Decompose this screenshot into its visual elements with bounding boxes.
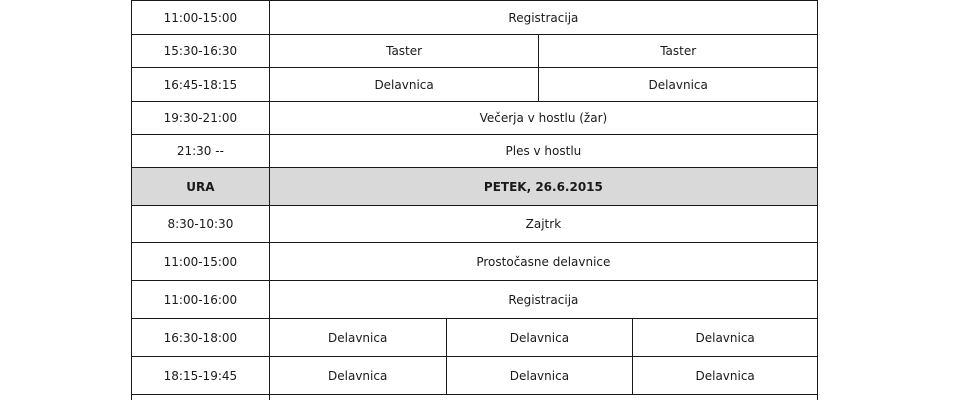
activity-cell: Večerja v hostlu (žar): [270, 102, 818, 134]
header-time-label: URA: [132, 168, 270, 205]
table-row: [131, 318, 818, 356]
table-row: [131, 67, 818, 101]
time-cell: 15:30-16:30: [132, 35, 270, 67]
activity-cell: Prostočasne delavnice: [270, 243, 818, 280]
activity-cell: Delavnica: [270, 357, 447, 394]
activity-cell: Zajtrk: [270, 206, 818, 242]
table-row: [131, 0, 818, 34]
time-cell: 16:30-18:00: [132, 319, 270, 356]
activity-cell: Delavnica: [539, 68, 818, 101]
table-row: [131, 242, 818, 280]
table-row: [131, 280, 818, 318]
time-cell: 21:30 --: [132, 135, 270, 167]
table-row: [131, 34, 818, 67]
activity-cell: Taster: [270, 35, 540, 67]
activity-cell: Delavnica: [447, 319, 634, 356]
time-cell: 11:00-15:00: [132, 243, 270, 280]
table-row: [131, 101, 818, 134]
activity-cell: Delavnica: [633, 319, 818, 356]
day-header-row: [131, 167, 818, 205]
time-cell: 11:00-16:00: [132, 281, 270, 318]
time-cell: 16:45-18:15: [132, 68, 270, 101]
activity-cell: Delavnica: [270, 319, 447, 356]
activity-cell: Registracija: [270, 281, 818, 318]
time-cell: [132, 395, 270, 400]
time-cell: 11:00-15:00: [132, 1, 270, 34]
activity-cell: Delavnica: [633, 357, 818, 394]
activity-cell: Ples v hostlu: [270, 135, 818, 167]
activity-cell: [270, 395, 818, 400]
time-cell: 18:15-19:45: [132, 357, 270, 394]
activity-cell: Delavnica: [447, 357, 634, 394]
time-cell: 19:30-21:00: [132, 102, 270, 134]
time-cell: 8:30-10:30: [132, 206, 270, 242]
table-row-partial: [131, 394, 818, 400]
table-row: [131, 134, 818, 167]
activity-cell: Registracija: [270, 1, 818, 34]
table-row: [131, 356, 818, 394]
activity-cell: Delavnica: [270, 68, 540, 101]
activity-cell: Taster: [539, 35, 818, 67]
table-row: [131, 205, 818, 242]
header-day-label: PETEK, 26.6.2015: [270, 168, 818, 205]
